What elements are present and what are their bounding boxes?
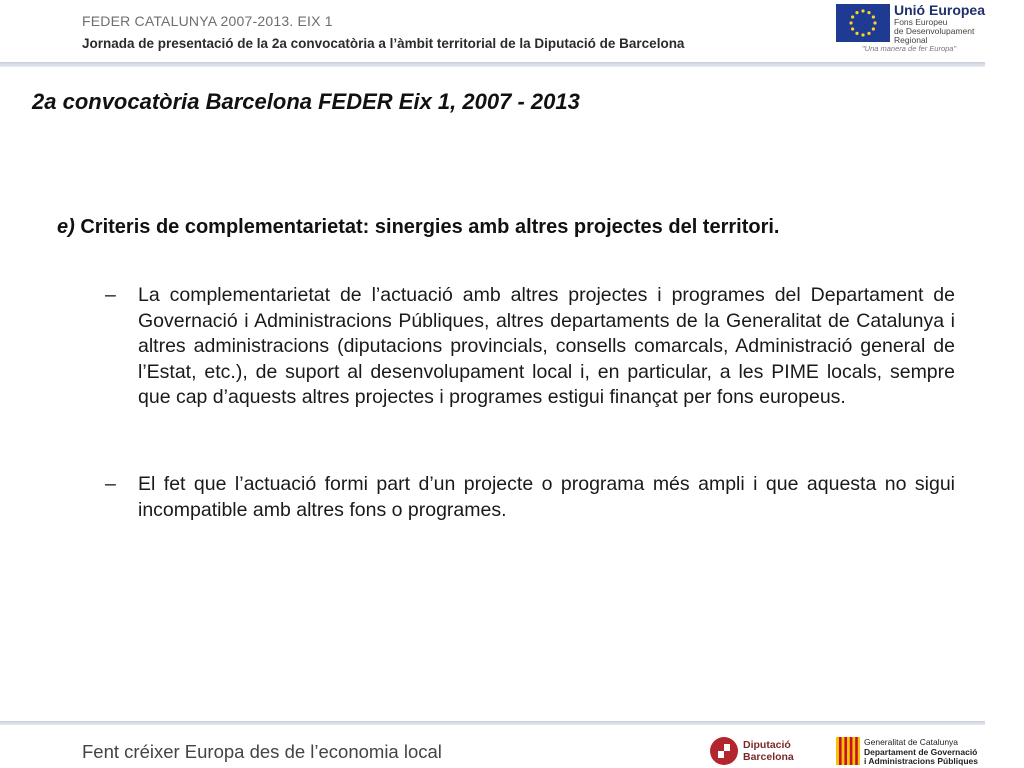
- generalitat-line3: i Administracions Públiques: [864, 756, 978, 766]
- eu-star-icon: [867, 32, 870, 35]
- header-program-label: FEDER CATALUNYA 2007-2013. EIX 1: [82, 13, 333, 29]
- footer-slogan: Fent créixer Europa des de l’economia local: [82, 741, 442, 762]
- bullet-dash: –: [105, 284, 116, 306]
- footer-divider: [0, 721, 985, 725]
- eu-star-icon: [872, 15, 875, 18]
- section-heading-text: Criteris de complementarietat: sinergies amb altres projectes del territori.: [80, 216, 780, 238]
- section-heading: [57, 216, 780, 239]
- generalitat-logo-icon: [836, 737, 860, 765]
- diputacio-line2: Barcelona: [743, 751, 794, 763]
- diputacio-line1: Diputació: [743, 739, 791, 751]
- eu-title: Unió Europea: [894, 2, 986, 18]
- bullet-dash: –: [105, 473, 116, 495]
- eu-star-icon: [851, 27, 854, 30]
- eu-star-icon: [861, 33, 864, 36]
- eu-star-icon: [855, 11, 858, 14]
- bullet-item: [105, 472, 955, 523]
- bullet-text: La complementarietat de l’actuació amb altres projectes i programes del Departament de Governació i Administracions Públiques, altres departaments de la Generalitat de Catalunya i altres administracions (diputacions provincials, consells comarcals, Administració general de l’Estat, etc.), de suport al desenvolupament local i, en particular, a les PIME locals, sempre que cap d’aquests altres projectes i programes estigui finançat per fons europeus.: [138, 284, 955, 408]
- bullet-item: [105, 283, 955, 411]
- eu-star-icon: [867, 11, 870, 14]
- generalitat-line1: Generalitat de Catalunya: [864, 737, 959, 747]
- eu-subtitle-2: de Desenvolupament: [894, 26, 975, 36]
- slide-title: 2a convocatòria Barcelona FEDER Eix 1, 2007 - 2013: [32, 89, 580, 114]
- bullet-text: El fet que l’actuació formi part d’un projecte o programa més ampli i que aquesta no sigui incompatible amb altres fons o programes.: [138, 473, 955, 521]
- eu-motto: "Una manera de fer Europa": [862, 44, 957, 53]
- generalitat-wordmark: [864, 738, 978, 767]
- eu-star-icon: [851, 15, 854, 18]
- eu-flag-icon: [836, 4, 890, 42]
- eu-logo-block: [894, 2, 985, 45]
- eu-star-icon: [849, 21, 852, 24]
- eu-star-icon: [873, 21, 876, 24]
- diputacio-logo-icon: [709, 736, 739, 766]
- section-prefix: e): [57, 216, 75, 238]
- generalitat-line2: Departament de Governació: [864, 746, 978, 757]
- eu-subtitle-1: Fons Europeu: [894, 17, 948, 27]
- diputacio-wordmark: [743, 739, 794, 763]
- header-event-title: Jornada de presentació de la 2a convocatòria a l’àmbit territorial de la Diputació de Barcelona: [82, 36, 685, 51]
- eu-subtitle-3: Regional: [894, 35, 928, 45]
- eu-star-icon: [872, 27, 875, 30]
- header-divider: [0, 62, 985, 67]
- eu-star-icon: [855, 32, 858, 35]
- eu-star-icon: [861, 9, 864, 12]
